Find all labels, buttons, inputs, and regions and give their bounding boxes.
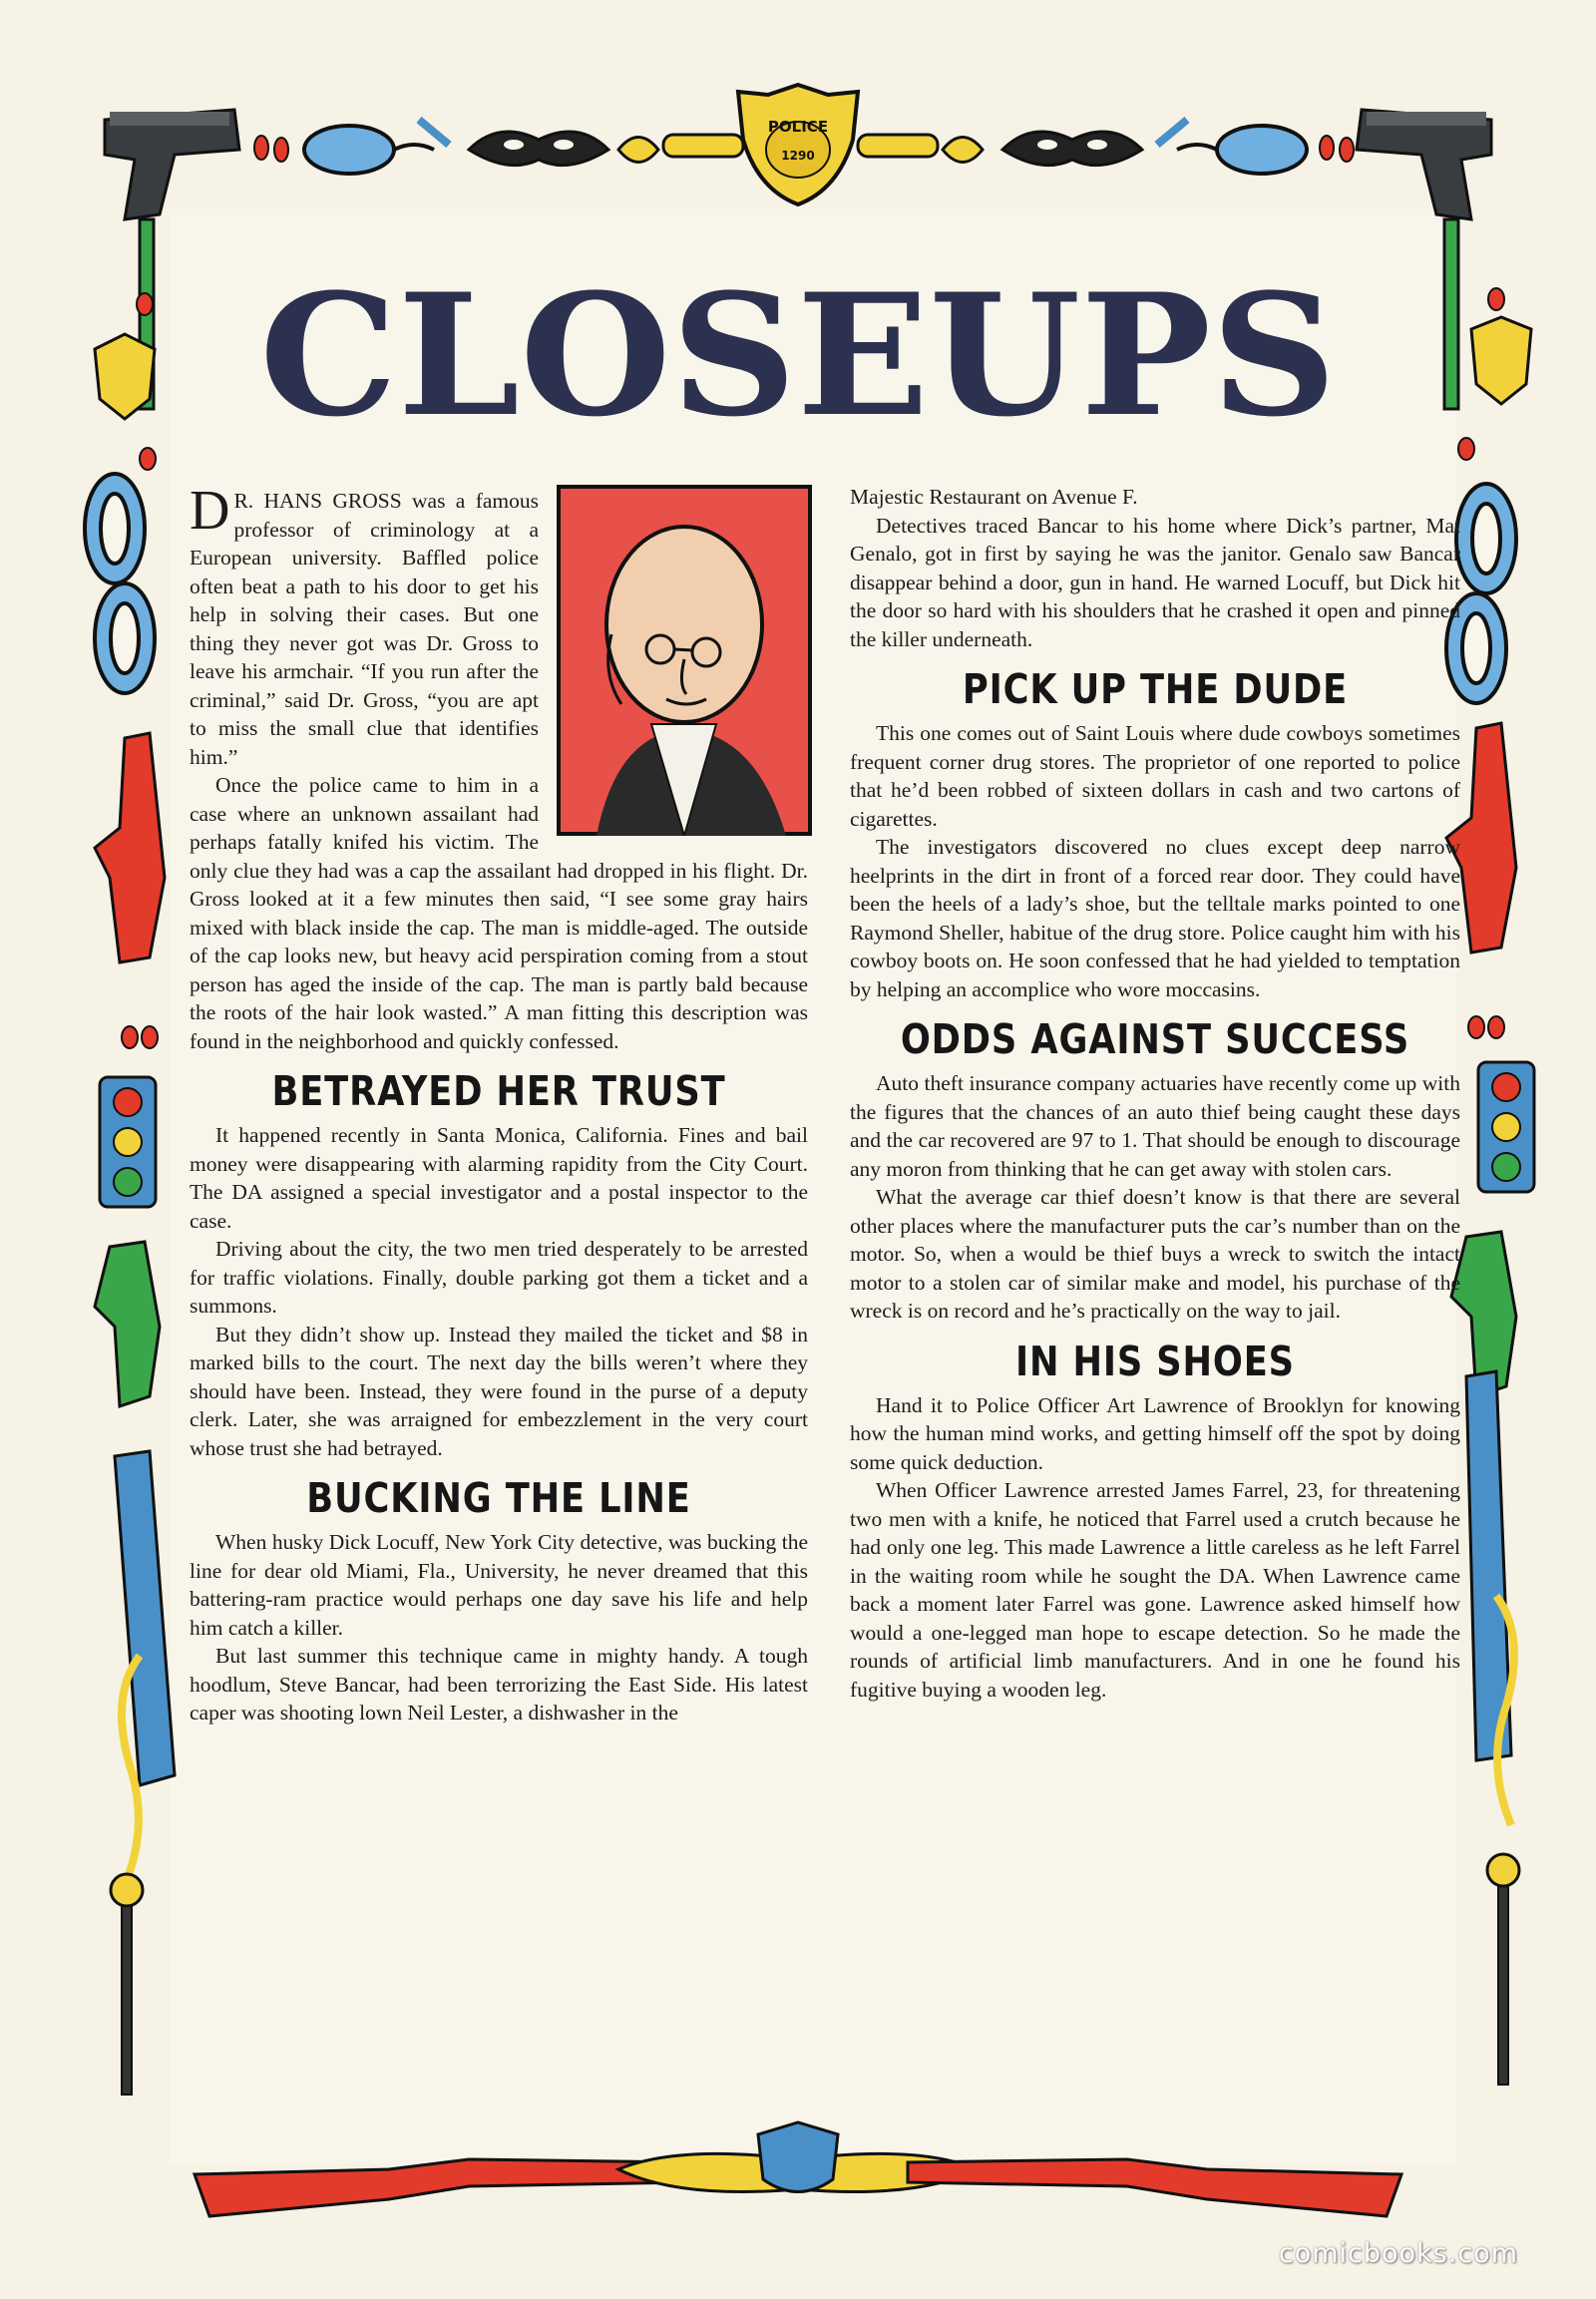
shotgun-icon <box>908 2159 1401 2216</box>
badge-label: POLICE <box>767 118 829 136</box>
pistol-icon <box>1357 110 1491 219</box>
heading-pick-up-the-dude: PICK UP THE DUDE <box>962 665 1349 713</box>
mask-icon <box>1002 132 1142 166</box>
portrait-illustration <box>557 485 812 836</box>
traffic-light-icon <box>100 1077 156 1207</box>
heading-bucking-the-line: BUCKING THE LINE <box>306 1474 691 1522</box>
betrayed-paragraph-2: Driving about the city, the two men tried desperately to be arrested for traffic violations. Finally, double parking got them a ticket and a summons. <box>190 1237 808 1318</box>
odds-paragraph-2: What the average car thief doesn’t know is that there are several other places where the manufacturer puts the car’s number than on the motor. So, when a would be thief buys a wreck to switch the intact motor to a stolen car of similar make and model, his purchase of the wreck is on record and he’s practically on the way to jail. <box>850 1185 1460 1323</box>
heading-in-his-shoes: IN HIS SHOES <box>1015 1337 1295 1385</box>
drop-cap: D <box>190 480 230 542</box>
bucking-paragraph-3: Majestic Restaurant on Avenue F. <box>850 485 1138 509</box>
police-badge-icon <box>738 85 858 204</box>
page-title <box>249 264 1347 434</box>
handcuffs-icon <box>85 474 155 693</box>
heading-odds-against-success: ODDS AGAINST SUCCESS <box>900 1015 1410 1063</box>
nightstick-icon <box>115 1451 175 1885</box>
dude-paragraph-2: The investigators discovered no clues except deep narrow heelprints in the dirt in front of a forced rear door. They could have been the heels of a lady’s shoe, but the telltale marks pointed to one Raymond Sheller, habitue of the drug store. Police caught him with his cowboy boots on. He soon confessed that he had yielded to temptation by helping an accomplice who wore moccasins. <box>850 835 1460 1001</box>
intro-paragraph: D R. HANS GROSS was a famous professor of criminology at a European university. Baffled police often beat a path to his door to get his help in solving their cases. But one thing they never got was Dr. Gross to leave his armchair. “If you run after the criminal,” said Dr. Gross, “you are apt to miss the small clue that identifies him.” <box>190 480 539 769</box>
dude-paragraph-1: This one comes out of Saint Louis where dude cowboys sometimes frequent corner drug stores. The proprietor of one reported to police that he’d been robbed of sixteen dollars in cash and two cartons of cigarettes. <box>850 721 1460 831</box>
betrayed-paragraph-3: But they didn’t show up. Instead they mailed the ticket and $8 in marked bills to the court. The next day the bills weren’t where they should have been. Instead, they were found in the purse of a deputy clerk. Later, she was arraigned for embezzlement in the very court whose trust she had betrayed. <box>190 1322 808 1460</box>
left-border <box>85 219 175 2095</box>
bucking-paragraph-4: Detectives traced Bancar to his home where Dick’s partner, Mat Genalo, got in first by saying he was the janitor. Genalo saw Bancar disappear behind a door, gun in hand. He warned Locuff, but Dick hit the door so hard with his shoulders that he crashed it open and pinned the killer underneath. <box>850 513 1460 651</box>
traffic-light-icon <box>1478 1062 1534 1192</box>
revolver-icon <box>95 733 165 962</box>
lamp-post-icon <box>111 1874 143 2095</box>
title-text: CLOSEUPS <box>259 264 1337 434</box>
top-border <box>105 85 1491 219</box>
revolver-icon <box>1451 1232 1516 1396</box>
lamp-post-icon <box>1487 1854 1519 2085</box>
bucking-paragraph-1: When husky Dick Locuff, New York City detective, was bucking the line for dear old Miami, Fla., University, he never dreamed that this battering-ram practice would perhaps one day save his life and help him catch a killer. <box>190 1530 808 1640</box>
shoes-paragraph-2: When Officer Lawrence arrested James Farrel, 23, for threatening two men with a knife, he noticed that Farrel used a crutch because he had only one leg. This made Lawrence a little careless as he left Farrel in the waiting room while he sought the DA. When Lawrence came back a moment later Farrel was gone. Lawrence asked himself how would a one-legged man hope to escape detection. So he made the rounds of artificial limb manufacturers. And in one he found his fugitive buying a wooden leg. <box>850 1478 1460 1702</box>
left-column <box>190 480 808 1727</box>
heading-betrayed-her-trust: BETRAYED HER TRUST <box>271 1067 726 1115</box>
handcuffs-icon <box>304 120 449 174</box>
shoes-paragraph-1: Hand it to Police Officer Art Lawrence of Brooklyn for knowing how the human mind works, and getting himself off the spot by doing some quick deduction. <box>850 1392 1460 1474</box>
police-badge-icon <box>758 2122 838 2192</box>
police-badge-icon <box>1471 317 1531 404</box>
bucking-paragraph-2: But last summer this technique came in mighty handy. A tough hoodlum, Steve Bancar, had been terrorizing the East Side. His latest caper was shooting lown Neil Lester, a dishwasher in the <box>190 1644 808 1724</box>
shotgun-icon <box>195 2159 688 2216</box>
revolver-icon <box>95 1242 160 1406</box>
pistol-icon <box>105 110 239 219</box>
intro-paragraph-2: Once the police came to him in a case where an unknown assailant had perhaps fatally knifed his victim. The only clue they had was a cap the assailant had dropped in his flight. Dr. Gross looked at it a few minutes then said, “I see some gray hairs mixed with black inside the cap. The man is middle-aged. The outside of the cap looks new, but heavy acid perspiration coming from a stout person has aged the inside of the cap. The man is partly bald because the roots of the hair look wasted.” A man fitting this description was found in the neighborhood and quickly confessed. <box>190 773 808 1053</box>
watermark: comicbooks.com <box>1278 2238 1518 2269</box>
mask-icon <box>469 132 608 166</box>
badge-number: 1290 <box>781 149 815 163</box>
nightstick-icon <box>1466 1371 1514 1825</box>
betrayed-paragraph-1: It happened recently in Santa Monica, California. Fines and bail money were disappearing with alarming rapidity from the City Court. The DA assigned a special investigator and a postal inspector to the case. <box>190 1123 808 1233</box>
handcuffs-icon <box>1157 120 1307 174</box>
right-column <box>850 483 1460 1704</box>
odds-paragraph-1: Auto theft insurance company actuaries have recently come up with the figures that the chances of an auto thief being caught these days and the car recovered are 97 to 1. That should be enough to discourage any moron from thinking that he can get away with stolen cars. <box>850 1071 1460 1181</box>
